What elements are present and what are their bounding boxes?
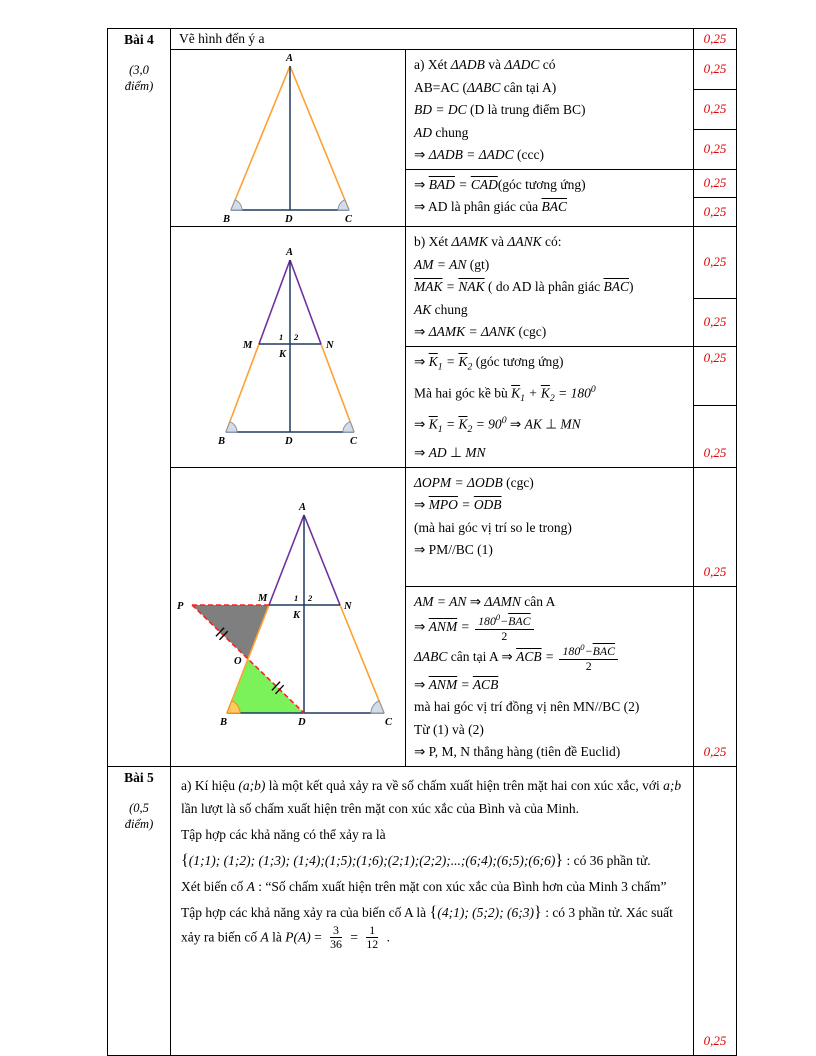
text-line: ΔOPM = ΔODB (cgc) [414, 474, 534, 490]
question-points: điểm) [124, 79, 154, 93]
score-value: 0,25 [703, 314, 727, 329]
text-line: ⇒ $\overline{ANM} = \overline{ACB}$ [414, 676, 499, 692]
row-draw-figure-text: Vẽ hình đến ý a [179, 31, 265, 46]
point-label-d: D [298, 716, 306, 728]
figure-triangle-with-mn [171, 244, 405, 450]
point-label-p: P [177, 600, 184, 612]
score-value: 0,25 [703, 204, 727, 220]
block-a2 [406, 169, 736, 227]
block-a1 [406, 50, 736, 169]
figure3-cell [171, 468, 406, 766]
text-line: ⇒ ΔAMK = ΔANK (cgc) [414, 324, 547, 339]
side-ab [231, 66, 290, 210]
block-b2 [406, 346, 736, 467]
figure2-cell [171, 227, 406, 467]
point-label-a: A [299, 501, 307, 513]
score-value: 0,25 [703, 141, 727, 157]
score-column [693, 50, 736, 169]
angle-label-2: 2 [294, 331, 299, 342]
text-line: ΔABC cân tại A ⇒ $\overline{ACB}$ = $\frac{180^0-\overline{BAC}}{2}$ [414, 643, 687, 673]
proof-lines [406, 347, 693, 467]
figure1-cell [171, 50, 406, 226]
bai5-band [108, 766, 736, 1055]
question-points: điểm) [124, 816, 154, 831]
text-line: Tập hợp các khả năng xảy ra của biến cố A là {(4;1); (5;2); (6;3)} : có 3 phần tử. Xác suất xảy ra biến cố A là P(A) = $\frac{3}{36}$ = $\frac{1}{12}$ . [181, 902, 673, 952]
text-line: ⇒ $\overline{BAD}$ = $\overline{CAD}(góc$ tương ứng) [414, 176, 586, 192]
row-part-a [171, 49, 736, 226]
text-line: AM = AN ⇒ ΔAMN cân A [414, 593, 556, 609]
segment-am [259, 260, 290, 344]
text-line: ⇒ $\overline{MPO} = \overline{ODB}$ [414, 497, 502, 513]
point-label-m: M [243, 339, 253, 351]
fraction: $\frac{180^0-\overline{BAC}}{2}$ [559, 643, 618, 673]
score-cell [694, 170, 736, 198]
text-line: mà hai góc vị trí đồng vị nên MN//BC (2) [414, 699, 640, 715]
text-line: ⇒ $\overline{K}_1 = \overline{K}_2$ (góc tương ứng) [414, 353, 564, 373]
score-cell [694, 50, 736, 89]
score-value: 0,25 [703, 31, 727, 46]
part-c-text [406, 468, 736, 766]
answer-sheet [107, 28, 737, 1056]
point-label-c: C [385, 716, 393, 728]
bai5-label-cell [108, 767, 170, 1055]
text-line: BD = DC (D là trung điểm BC) [414, 102, 586, 117]
point-label-c: C [350, 435, 358, 447]
angle-mark-b [231, 200, 242, 210]
bai5-body [170, 767, 736, 1055]
score-value: 0,25 [703, 175, 727, 191]
bai4-body [170, 29, 736, 766]
point-label-d: D [285, 435, 293, 447]
part-b-text [406, 227, 736, 467]
angle-label-1: 1 [279, 331, 284, 342]
part-a-text [406, 50, 736, 226]
text-line: Từ (1) và (2) [414, 721, 484, 737]
angle-mark-c [338, 200, 349, 210]
score-cell [694, 468, 736, 586]
score-value: 0,25 [703, 1032, 727, 1048]
angle-mark-c [343, 421, 354, 431]
point-label-a: A [286, 246, 294, 258]
text-line: AB=AC (ΔABC cân tại A) [414, 79, 557, 95]
text-line: ⇒ P, M, N thẳng hàng (tiên đề Euclid) [414, 744, 621, 760]
question-points: (3,0 [129, 63, 149, 77]
text-line: Mà hai góc kề bù $\overline{K}_1 + \overline{K}_2 = 180^0$ [414, 383, 596, 404]
point-label-b: B [220, 716, 228, 728]
question-number: Bài 4 [124, 32, 154, 47]
point-label-o: O [234, 655, 242, 667]
text-line: Xét biến cố A : “Số chấm xuất hiện trên mặt con xúc xắc của Bình hơn của Minh 3 chấm” [181, 878, 667, 894]
score-column [693, 227, 736, 346]
text-line: a) Kí hiệu (a;b) là một kết quả xảy ra về số chấm xuất hiện trên mặt hai con xúc xắc, với a;b lần lượt là số chấm xuất hiện trên mặt con xúc xắc của Bình và của Minh. [181, 777, 682, 816]
proof-lines [406, 587, 693, 766]
block-c1 [406, 468, 736, 586]
text-line: ⇒ PM//BC (1) [414, 542, 493, 558]
score-cell [694, 767, 736, 1055]
score-cell [694, 89, 736, 129]
proof-lines [406, 50, 693, 169]
side-ac [290, 66, 349, 210]
proof-lines [406, 227, 693, 346]
score-column [693, 170, 736, 227]
point-label-k: K [293, 609, 301, 621]
segment-mb [226, 344, 259, 432]
text-line: AD chung [414, 124, 469, 140]
text-line: AK chung [414, 301, 468, 317]
text-line: ⇒ $\overline{K}_1 = \overline{K}_2 = 90^0$ ⇒ AK ⊥ MN [414, 415, 581, 436]
angle-label-1: 1 [294, 592, 299, 603]
segment-nc [340, 605, 384, 713]
score-column [693, 587, 736, 766]
bai4-label-cell [108, 29, 170, 766]
point-label-c: C [345, 214, 353, 225]
score-cell [694, 347, 736, 405]
answer-table [107, 28, 737, 1056]
text-line: ⇒ AD là phân giác của $\overline{BAC}$ [414, 199, 568, 214]
score-cell [694, 227, 736, 298]
point-label-a: A [286, 53, 294, 64]
segment-an [304, 515, 340, 605]
point-label-n: N [344, 600, 352, 612]
row-part-c [171, 467, 736, 766]
score-column [693, 29, 736, 49]
score-cell [694, 298, 736, 346]
text-line: b) Xét ΔAMK và ΔANK có: [414, 234, 562, 249]
question-number: Bài 5 [124, 769, 154, 785]
score-value: 0,25 [703, 101, 727, 117]
text-line: AM = AN (gt) [414, 256, 490, 272]
point-label-b: B [223, 214, 231, 225]
figure-triangle-abc [171, 50, 405, 226]
proof-lines [406, 468, 693, 586]
score-value: 0,25 [703, 254, 727, 270]
fraction: $\frac{3}{36}$ [330, 922, 342, 952]
score-cell [694, 405, 736, 467]
text-line: ⇒ ΔADB = ΔADC (ccc) [414, 147, 544, 162]
segment-nc [321, 344, 354, 432]
angle-mark-b [226, 421, 237, 431]
angle-label-2: 2 [308, 592, 313, 603]
score-cell [694, 129, 736, 169]
point-label-b: B [218, 435, 226, 447]
figure-triangle-with-p-o [171, 499, 405, 735]
text-line: Tập hợp các khả năng có thể xảy ra là [181, 826, 386, 842]
angle-mark-c [371, 700, 384, 712]
text-line: ⇒ $\overline{ANM}$ = $\frac{180^0-\overline{BAC}}{2}$ [414, 613, 687, 643]
score-cell [694, 197, 736, 226]
text-line: a) Xét ΔADB và ΔADC có [414, 57, 556, 72]
segment-am [269, 515, 304, 605]
score-value: 0,25 [703, 61, 727, 77]
score-value: 0,25 [703, 743, 727, 759]
fraction: $\frac{180^0-\overline{BAC}}{2}$ [475, 613, 534, 643]
row-part-b [171, 226, 736, 467]
row-bai5 [171, 767, 736, 1055]
fraction: $\frac{1}{12}$ [366, 922, 379, 952]
score-cell [694, 29, 736, 49]
bai4-band [108, 29, 736, 766]
score-cell [694, 587, 736, 766]
shaded-triangle-obd [227, 659, 304, 713]
point-label-k: K [279, 348, 287, 360]
score-value: 0,25 [703, 563, 727, 579]
score-value: 0,25 [703, 444, 727, 460]
point-label-n: N [326, 339, 334, 351]
row-draw-figure [171, 29, 736, 49]
text-line: {(1;1); (1;2); (1;3); (1;4);(1;5);(1;6);(2;1);(2;2);...;(6;4);(6;5);(6;6)} : có 36 phần tử. [181, 850, 651, 869]
block-b1 [406, 227, 736, 346]
block-c2 [406, 586, 736, 766]
shaded-triangle-pmo [192, 605, 269, 659]
bai5-solution-text [171, 767, 693, 1055]
text-line: (mà hai góc vị trí so le trong) [414, 519, 572, 535]
score-column [693, 767, 736, 1055]
proof-lines [406, 170, 693, 227]
point-label-d: D [285, 214, 293, 225]
score-value: 0,25 [703, 349, 727, 365]
point-label-m: M [258, 592, 268, 604]
text-line: $\overline{MAK} = \overline{NAK}$ ( do AD là phân giác $\overline{BAC}$) [414, 279, 634, 294]
score-column [693, 468, 736, 586]
score-column [693, 347, 736, 467]
question-points: (0,5 [129, 800, 149, 815]
text-line: ⇒ AD ⊥ MN [414, 445, 486, 461]
